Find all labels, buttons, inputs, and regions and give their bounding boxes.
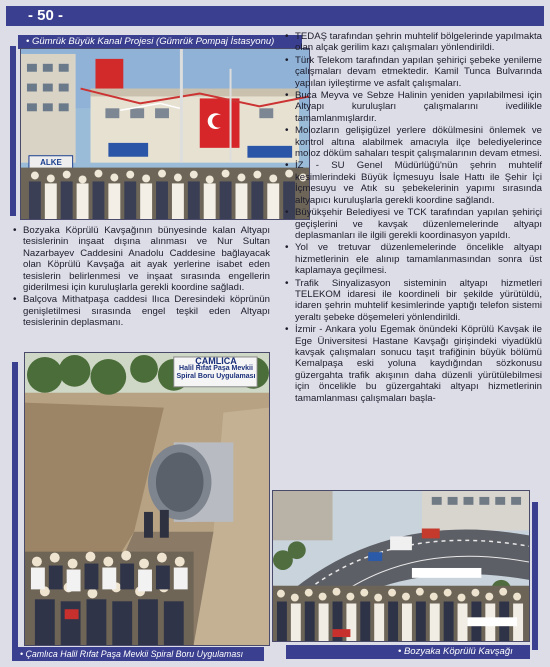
spiral-pipe-photo [24, 352, 270, 646]
list-item: • Türk Telekom tarafından yapılan şehiriçi şebeke yenileme çalışmaları devam etmektedir. Kamil Tunca Bulvarında yapılan iyileştirme ve asfalt çalışmaları. [285, 54, 542, 89]
list-item: • Bozyaka Köprülü Kavşağının bünyesinde kalan Altyapı tesislerinin inşaat dışına alınması ve Nur Sultan Nazarbayev Caddesini Anadolu Caddesine bağlayacak olan Köprülü Kavşağa ait ayak yerlerine isabet eden tesislerin belirlenmesi ve inşaat sırasında engellerin giderilmesi için kuruluşlarla gerekli koordine sağladı. [13, 225, 270, 294]
list-item: • Balçova Mithatpaşa caddesi Ilıca Deresindeki köprünün genişletilmesi sırasında engel teşkil eden Altyapı tesislerinin deplasmanı. [13, 294, 270, 329]
header-bar [6, 6, 544, 26]
left-text-column [12, 225, 270, 330]
bullet-icon: • [13, 294, 17, 306]
top-photo-caption: • Gümrük Büyük Kanal Projesi (Gümrük Pompaj İstasyonu) [18, 35, 302, 49]
alke-sign-text: ALKE [40, 158, 62, 167]
bullet-icon: • [285, 31, 289, 42]
bullet-icon: • [20, 649, 26, 659]
bullet-icon: • [13, 225, 17, 236]
bullet-icon: • [285, 324, 289, 336]
bullet-icon: • [398, 646, 404, 657]
list-item: • İZ - SU Genel Müdürlüğü'nün şehrin muhtelif kesimlerindeki Büyük İçmesuyu İsale Hattı ile Şehir İçi İçmesuyu ve Atık su şebekelerinin yapımı sırasında altyapıcı kuruluşlarla gerekli koordine sağlandı. [285, 160, 542, 206]
bullet-icon: • [285, 242, 289, 254]
spiral-pipe-caption: • Çamlıca Halil Rıfat Paşa Mevkii Spiral Boru Uygulaması [12, 647, 264, 661]
bullet-icon: • [285, 207, 289, 219]
list-item: • Yol ve tretuvar düzenlemelerinde öncelikle altyapı hizmetlerinin ele alınıp tamamlanmasından sonra üst kaplamaya geçilmesi. [285, 242, 542, 277]
bullet-icon: • [285, 277, 289, 289]
camlica-sign-text: ÇAMLICA Halil Rıfat Paşa Mevkii Spiral Boru Uygulaması [176, 356, 256, 380]
page-number: - 50 - [28, 7, 64, 24]
list-item: • TEDAŞ tarafından şehrin muhtelif bölgelerinde yapılmakta olan alçak gerilim kazı çalışmaları yönlendirildi. [285, 31, 542, 54]
list-item: • Trafik Sinyalizasyon sisteminin altyapı hizmetleri TELEKOM idaresi ile koordineli bir şekilde yürütüldü, idaren şehrin muhtelif kesimlerinde yaptığı telefon sistemi yeraltı şebeke döşemeleri yönlendirildi. [285, 277, 542, 323]
left-accent-bar-bottom [12, 362, 18, 650]
bullet-icon: • [26, 36, 32, 47]
list-item: • Buca Meyva ve Sebze Halinin yeniden yapılabilmesi için Altyapı kuruluşları çalışmalarını ivedilikle tamamlanmışlardır. [285, 90, 542, 124]
list-item: • Molozların gelişigüzel yerlere dökülmesini önlemek ve kontrol altına alabilmek amacıyla ilçe belediyelerince moloz döküm sahaları tespit çalışmalarının devam etmesi. [285, 125, 542, 160]
right-accent-bar-bottom [532, 502, 538, 650]
list-item: • Büyükşehir Belediyesi ve TCK tarafından yapılan şehiriçi geçişlerini ve kavşak düzenlemelerinde altyapı deplasmanları ile ilgili gerekli koordinasyon yapıldı. [285, 207, 542, 241]
bullet-icon: • [285, 160, 289, 172]
bridge-junction-photo [272, 490, 530, 642]
bridge-junction-caption: • Bozyaka Köprülü Kavşağı [286, 645, 530, 659]
bullet-icon: • [285, 90, 289, 102]
pumping-station-photo [20, 48, 310, 220]
left-accent-bar-top [10, 46, 16, 216]
list-item: • İzmir - Ankara yolu Egemak önündeki Köprülü Kavşak ile Ege Üniversitesi Hastane Kavşağı girişindeki viyadüklü kavşak çalışmaları sonucu taşıt trafiğinin büyük bölümü Kemalpaşa eski yoluna kaydığından sözkonusu güzergahta trafik akışının daha düzenli yürütülebilmesi için öncelikle bu güzergahtaki altyapı hizmetlerinin tamamlanması çalışmaları başla- [285, 324, 542, 404]
bullet-icon: • [285, 54, 289, 66]
bullet-icon: • [285, 125, 289, 137]
right-text-column [284, 31, 542, 405]
